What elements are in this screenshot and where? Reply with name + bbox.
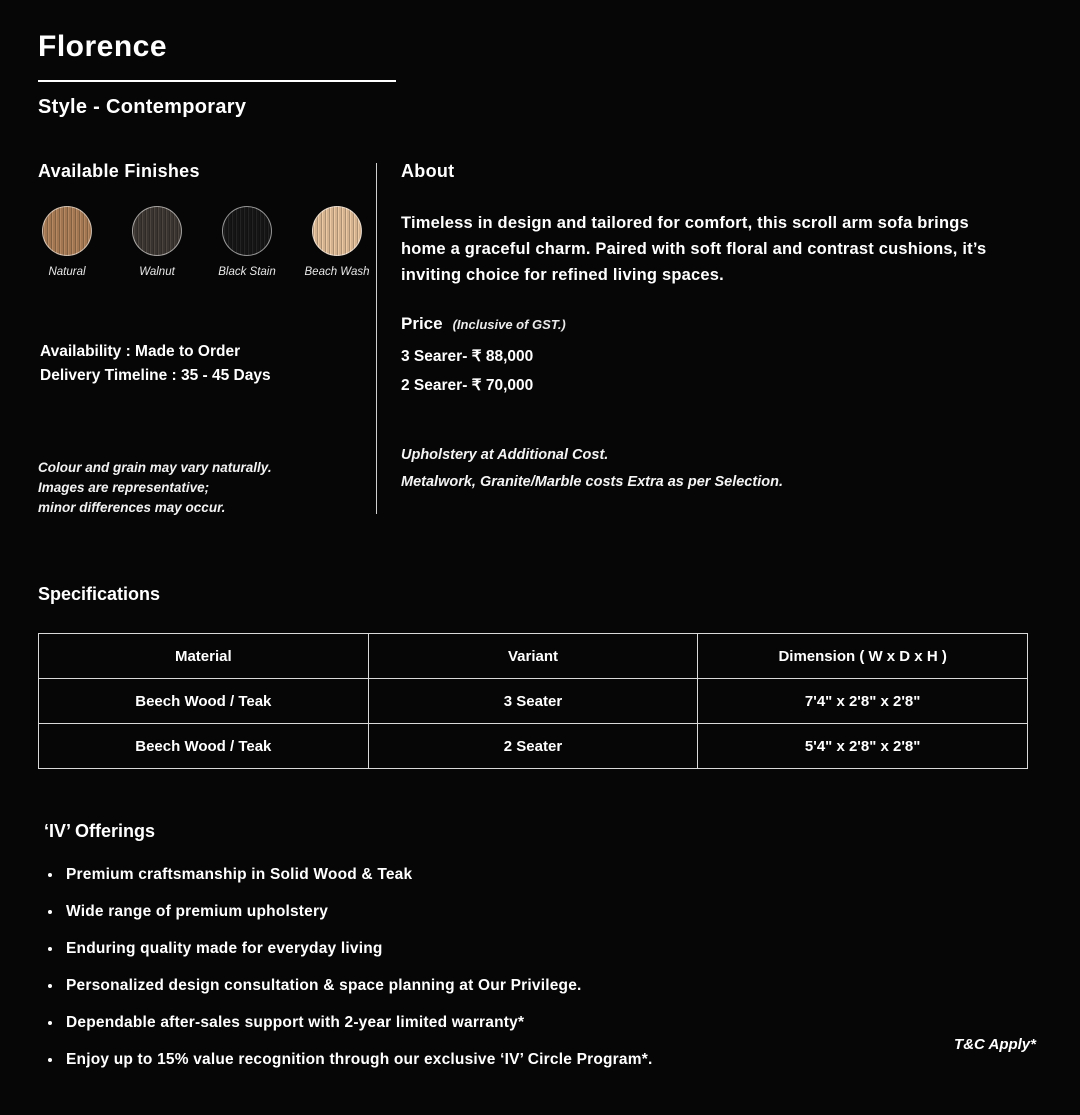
gst-note: (Inclusive of GST.) — [452, 317, 566, 332]
price-3-seater: 3 Searer- ₹ 88,000 — [401, 348, 534, 365]
disclaimer-line: Images are representative; — [38, 480, 210, 495]
extra-costs-note — [401, 442, 1040, 496]
extra-cost-line: Metalwork, Granite/Marble costs Extra as per Selection. — [401, 474, 783, 490]
black-stain-swatch-icon — [222, 206, 272, 256]
style-subtitle: Style - Contemporary — [38, 96, 247, 118]
swatch-label: Black Stain — [218, 266, 276, 278]
page-title: Florence — [38, 30, 396, 82]
specifications-table — [38, 633, 1028, 769]
offerings-list — [38, 866, 1040, 1069]
offering-text: Enjoy up to 15% value recognition through our exclusive ‘IV’ Circle Program*. — [66, 1051, 653, 1068]
cell-dimension: 5'4" x 2'8" x 2'8" — [698, 724, 1028, 769]
availability-block — [38, 340, 376, 388]
finishes-heading: Available Finishes — [38, 161, 200, 181]
column-header-material: Material — [39, 634, 369, 679]
availability-text: Availability : Made to Order — [40, 343, 241, 360]
tnc-note: T&C Apply* — [954, 1036, 1036, 1053]
list-item — [48, 977, 1040, 995]
list-item — [48, 1051, 1040, 1069]
bullet-icon — [48, 984, 52, 988]
list-item — [48, 866, 1040, 884]
offerings-heading: ‘IV’ Offerings — [44, 821, 156, 841]
disclaimer-line: Colour and grain may vary naturally. — [38, 460, 272, 475]
column-header-variant: Variant — [368, 634, 698, 679]
column-header-dimension: Dimension ( W x D x H ) — [698, 634, 1028, 679]
offering-text: Personalized design consultation & space planning at Our Privilege. — [66, 977, 582, 994]
bullet-icon — [48, 910, 52, 914]
finish-item-beach-wash — [304, 206, 370, 278]
disclaimer-line: minor differences may occur. — [38, 500, 226, 515]
cell-material: Beech Wood / Teak — [39, 724, 369, 769]
about-column — [377, 161, 1040, 518]
cell-variant: 2 Seater — [368, 724, 698, 769]
delivery-timeline-text: Delivery Timeline : 35 - 45 Days — [40, 367, 271, 384]
swatch-label: Walnut — [139, 266, 175, 278]
extra-cost-line: Upholstery at Additional Cost. — [401, 447, 609, 463]
about-heading: About — [401, 161, 455, 181]
list-item — [48, 940, 1040, 958]
specifications-heading: Specifications — [38, 584, 161, 604]
cell-variant: 3 Seater — [368, 679, 698, 724]
list-item — [48, 903, 1040, 921]
beach-wash-swatch-icon — [312, 206, 362, 256]
offering-text: Premium craftsmanship in Solid Wood & Teak — [66, 866, 413, 883]
cell-material: Beech Wood / Teak — [39, 679, 369, 724]
bullet-icon — [48, 947, 52, 951]
natural-swatch-icon — [42, 206, 92, 256]
cell-dimension: 7'4" x 2'8" x 2'8" — [698, 679, 1028, 724]
offering-text: Enduring quality made for everyday living — [66, 940, 383, 957]
table-row — [39, 724, 1028, 769]
offering-text: Wide range of premium upholstery — [66, 903, 329, 920]
walnut-swatch-icon — [132, 206, 182, 256]
finish-item-black-stain — [218, 206, 276, 278]
price-heading: Price — [401, 314, 443, 333]
table-row — [39, 679, 1028, 724]
table-header-row — [39, 634, 1028, 679]
price-heading-row — [401, 314, 1040, 334]
finish-item-walnut — [128, 206, 186, 278]
bullet-icon — [48, 873, 52, 877]
offering-text: Dependable after-sales support with 2-year limited warranty* — [66, 1014, 525, 1031]
bullet-icon — [48, 1058, 52, 1062]
details-section — [38, 161, 1040, 518]
finishes-column — [38, 161, 376, 518]
finish-disclaimer — [38, 458, 376, 518]
about-description: Timeless in design and tailored for comfort, this scroll arm sofa brings home a graceful charm. Paired with soft floral and contrast cushions, it’s inviting choice for refined living spaces. — [401, 214, 987, 284]
swatch-label: Beach Wash — [304, 266, 370, 278]
list-item — [48, 1014, 1040, 1032]
price-values — [401, 342, 1040, 400]
finish-item-natural — [38, 206, 96, 278]
swatch-label: Natural — [48, 266, 86, 278]
price-2-seater: 2 Searer- ₹ 70,000 — [401, 377, 534, 394]
finish-swatch-row — [38, 206, 376, 278]
bullet-icon — [48, 1021, 52, 1025]
